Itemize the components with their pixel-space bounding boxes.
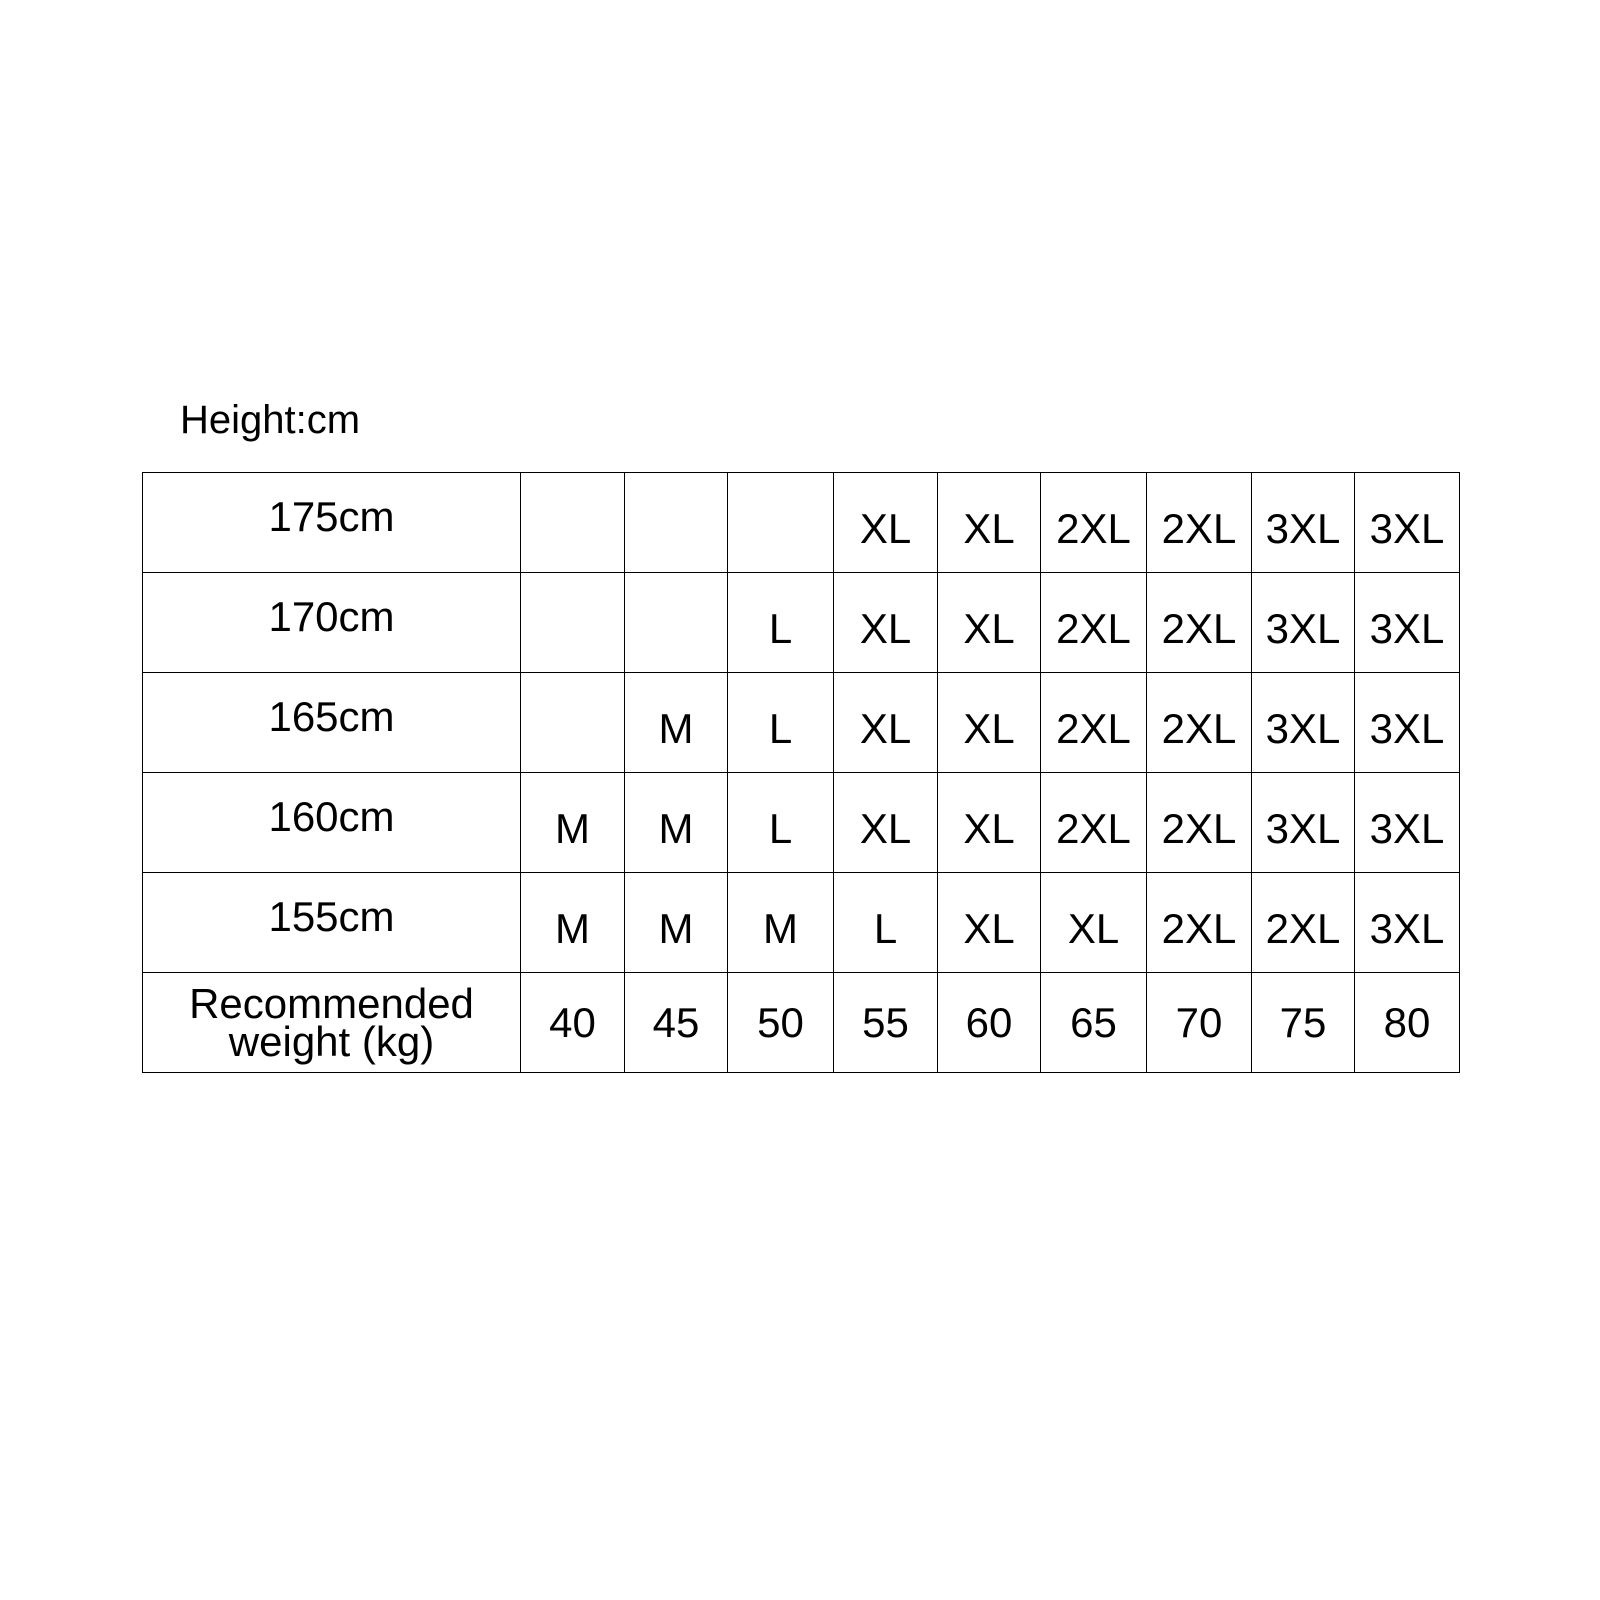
size-cell <box>1041 473 1147 573</box>
size-cell <box>1041 573 1147 673</box>
size-cell <box>1147 873 1252 973</box>
size-cell <box>1252 773 1355 873</box>
weight-value: 60 <box>938 973 1041 1073</box>
height-label: 155cm <box>268 892 395 940</box>
size-value: XL <box>859 504 912 552</box>
table-row <box>143 673 1460 773</box>
table-row <box>143 773 1460 873</box>
weight-value: 55 <box>834 973 938 1073</box>
size-value: 2XL <box>1161 504 1237 552</box>
size-cell <box>1355 873 1460 973</box>
weight-value: 75 <box>1252 973 1355 1073</box>
size-cell <box>1355 573 1460 673</box>
weight-value: 70 <box>1147 973 1252 1073</box>
size-value: 3XL <box>1369 904 1445 952</box>
size-cell <box>938 873 1041 973</box>
size-cell <box>1355 473 1460 573</box>
size-cell <box>728 773 834 873</box>
size-value: 3XL <box>1265 604 1341 652</box>
size-cell <box>938 673 1041 773</box>
size-value: 3XL <box>1369 504 1445 552</box>
size-cell <box>521 473 625 573</box>
size-cell <box>625 473 728 573</box>
size-value: L <box>873 904 898 952</box>
weight-label-cell <box>143 973 521 1073</box>
size-value: 2XL <box>1161 604 1237 652</box>
size-value: 2XL <box>1056 504 1131 552</box>
size-cell <box>834 873 938 973</box>
size-cell <box>625 773 728 873</box>
size-cell <box>728 573 834 673</box>
size-value: XL <box>859 704 912 752</box>
size-cell <box>1252 573 1355 673</box>
size-cell <box>938 773 1041 873</box>
size-cell <box>625 673 728 773</box>
weight-row <box>143 973 1460 1073</box>
height-label-cell <box>143 873 521 973</box>
size-value: 2XL <box>1265 904 1341 952</box>
size-cell <box>1355 673 1460 773</box>
size-value: XL <box>963 804 1015 852</box>
size-cell <box>834 573 938 673</box>
size-value: M <box>658 904 694 952</box>
size-cell <box>625 573 728 673</box>
height-label: 160cm <box>268 792 395 840</box>
size-cell <box>728 673 834 773</box>
size-cell <box>834 473 938 573</box>
size-value: XL <box>1067 904 1120 952</box>
height-label: 170cm <box>268 592 395 640</box>
size-value: XL <box>963 904 1015 952</box>
size-value: XL <box>963 704 1015 752</box>
size-cell <box>834 773 938 873</box>
size-chart-body <box>143 473 1460 1073</box>
size-cell <box>834 673 938 773</box>
size-value: M <box>763 904 798 952</box>
size-value: XL <box>963 604 1015 652</box>
height-label-cell <box>143 773 521 873</box>
size-cell <box>1041 773 1147 873</box>
size-cell <box>938 473 1041 573</box>
weight-value: 80 <box>1355 973 1460 1073</box>
size-value: 3XL <box>1265 804 1341 852</box>
size-cell <box>1252 873 1355 973</box>
height-label-cell <box>143 473 521 573</box>
size-cell <box>728 473 834 573</box>
size-value: XL <box>963 504 1015 552</box>
size-cell <box>521 773 625 873</box>
size-value: L <box>768 804 793 852</box>
size-value: 2XL <box>1161 704 1237 752</box>
size-value: 2XL <box>1056 604 1131 652</box>
size-cell <box>521 673 625 773</box>
size-value: M <box>658 804 694 852</box>
size-cell <box>1252 673 1355 773</box>
height-label-cell <box>143 573 521 673</box>
weight-label-line1: Recommended <box>189 979 474 1027</box>
weight-value: 40 <box>521 973 625 1073</box>
size-value: 3XL <box>1265 704 1341 752</box>
size-value: 3XL <box>1265 504 1341 552</box>
size-value: 3XL <box>1369 604 1445 652</box>
size-value: L <box>768 704 793 752</box>
size-cell <box>1041 873 1147 973</box>
table-row <box>143 473 1460 573</box>
height-label: 175cm <box>268 492 395 540</box>
size-cell <box>938 573 1041 673</box>
size-cell <box>1041 673 1147 773</box>
size-cell <box>728 873 834 973</box>
size-cell <box>1147 473 1252 573</box>
size-cell <box>1147 673 1252 773</box>
size-chart-table <box>142 472 1460 1073</box>
size-cell <box>521 873 625 973</box>
height-label: 165cm <box>268 692 395 740</box>
size-value: 3XL <box>1369 804 1445 852</box>
table-row <box>143 873 1460 973</box>
size-value: XL <box>859 604 912 652</box>
size-value: 2XL <box>1161 804 1237 852</box>
size-cell <box>1355 773 1460 873</box>
size-value: L <box>768 604 793 652</box>
size-value: M <box>555 804 590 852</box>
size-value: M <box>555 904 590 952</box>
size-cell <box>1147 773 1252 873</box>
size-cell <box>1147 573 1252 673</box>
table-row <box>143 573 1460 673</box>
weight-value: 45 <box>625 973 728 1073</box>
size-value: 2XL <box>1056 804 1131 852</box>
weight-value: 50 <box>728 973 834 1073</box>
weight-label-line2: weight (kg) <box>228 1017 435 1065</box>
size-value: XL <box>859 804 912 852</box>
size-cell <box>521 573 625 673</box>
table-title: Height:cm <box>180 398 361 442</box>
size-value: 2XL <box>1161 904 1237 952</box>
size-cell <box>625 873 728 973</box>
size-value: M <box>658 704 694 752</box>
height-label-cell <box>143 673 521 773</box>
size-cell <box>1252 473 1355 573</box>
size-value: 3XL <box>1369 704 1445 752</box>
size-value: 2XL <box>1056 704 1131 752</box>
weight-value: 65 <box>1041 973 1147 1073</box>
